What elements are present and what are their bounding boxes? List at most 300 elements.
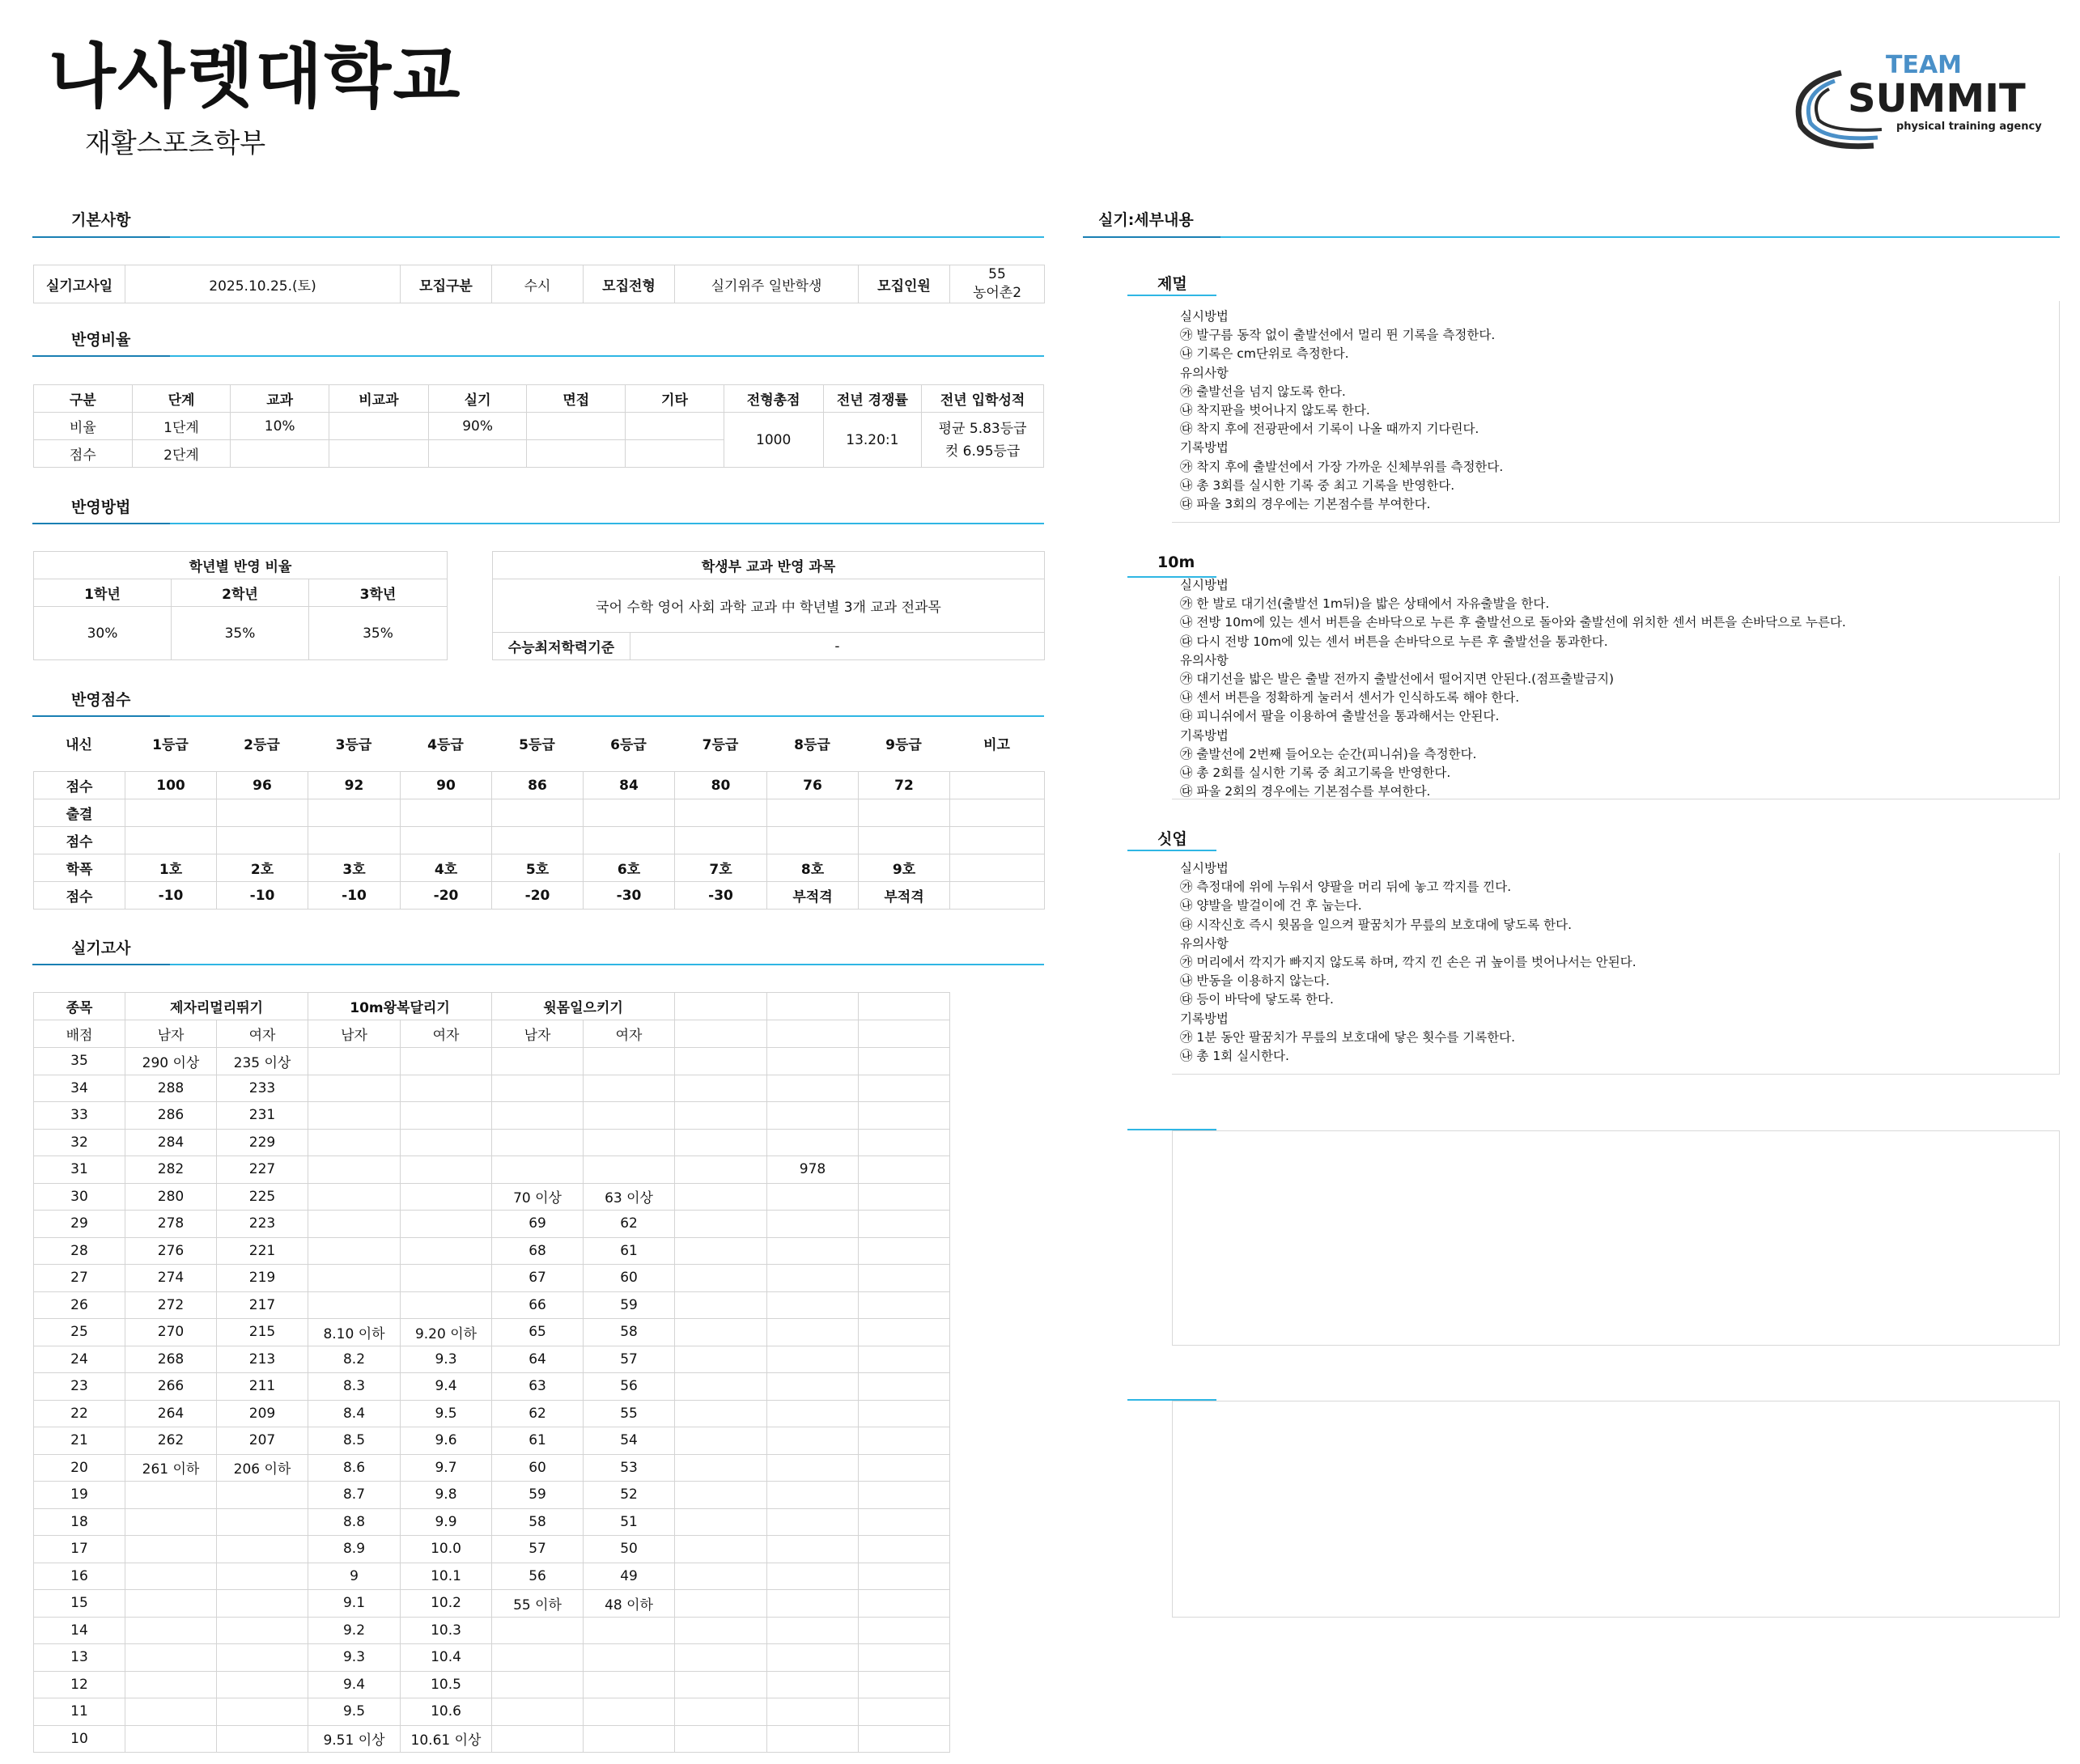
ratio-header-cell: 교과 — [231, 385, 329, 413]
practical-event-header — [675, 993, 767, 1020]
practical-score: 10 — [34, 1725, 125, 1753]
practical-cell — [401, 1211, 492, 1238]
practical-cell: 59 — [584, 1291, 675, 1319]
year-2-value: 35% — [172, 607, 309, 660]
event-text-situp — [1172, 859, 2060, 1066]
quota-total: 55 — [988, 266, 1006, 282]
event-text-jump — [1172, 307, 2060, 514]
practical-gender-header — [675, 1020, 767, 1048]
score-cell — [950, 827, 1045, 854]
practical-cell — [125, 1725, 217, 1753]
event-line-text: ㉰ 시작신호 즉시 윗몸을 일으켜 팔꿈치가 무릎의 보호대에 닿도록 한다. — [1180, 917, 1573, 932]
ratio-cell — [329, 440, 429, 468]
practical-cell: 70 이상 — [492, 1183, 584, 1211]
practical-cell — [584, 1698, 675, 1726]
practical-cell: 207 — [217, 1427, 308, 1455]
practical-score: 19 — [34, 1482, 125, 1509]
type-value: 실기위주 일반학생 — [675, 265, 859, 303]
event-line-text: ㉮ 발구름 동작 없이 출발선에서 멀리 뛴 기록을 측정한다. — [1180, 328, 1496, 343]
practical-cell: 60 — [492, 1454, 584, 1482]
practical-cell — [584, 1617, 675, 1644]
ratio-header-cell: 비교과 — [329, 385, 429, 413]
score-cell: 부적격 — [859, 882, 950, 910]
practical-cell: 223 — [217, 1211, 308, 1238]
section-line — [32, 715, 1044, 717]
practical-cell — [675, 1617, 767, 1644]
practical-score: 34 — [34, 1075, 125, 1102]
practical-cell: 215 — [217, 1319, 308, 1346]
practical-cell: 10.4 — [401, 1644, 492, 1672]
practical-cell: 225 — [217, 1183, 308, 1211]
score-cell: 76 — [767, 772, 859, 799]
practical-cell — [217, 1536, 308, 1563]
practical-row — [34, 1075, 1045, 1102]
practical-gender-header: 여자 — [217, 1020, 308, 1048]
practical-cell — [859, 1617, 950, 1644]
practical-row — [34, 1508, 1045, 1536]
practical-cell: 65 — [492, 1319, 584, 1346]
practical-score: 29 — [34, 1211, 125, 1238]
practical-cell — [401, 1156, 492, 1184]
ratio-cell — [231, 440, 329, 468]
practical-cell: 52 — [584, 1482, 675, 1509]
quota-rural: 농어촌2 — [972, 285, 1022, 301]
practical-cell — [859, 1698, 950, 1726]
practical-cell: 9.5 — [308, 1698, 401, 1726]
practical-cell — [308, 1291, 401, 1319]
practical-cell: 8.9 — [308, 1536, 401, 1563]
event-title-situp: 싯업 — [1157, 830, 1187, 848]
practical-cell — [492, 1698, 584, 1726]
score-cell: 100 — [125, 772, 217, 799]
score-cell: 86 — [492, 772, 584, 799]
section-line-accent — [32, 355, 170, 357]
event-line-text: 실시방법 — [1180, 309, 1229, 324]
section-line — [32, 236, 1044, 238]
practical-cell: 274 — [125, 1265, 217, 1292]
practical-gender-header: 여자 — [584, 1020, 675, 1048]
practical-score: 17 — [34, 1536, 125, 1563]
score-cell: -10 — [217, 882, 308, 910]
practical-score: 13 — [34, 1644, 125, 1672]
event-line-text: 유의사항 — [1180, 652, 1229, 668]
practical-cell — [492, 1671, 584, 1698]
ratio-table — [33, 384, 1044, 468]
score-cell: 4호 — [401, 854, 492, 882]
event-line-text: 기록방법 — [1180, 727, 1229, 743]
year-3-label: 3학년 — [309, 579, 448, 607]
practical-row — [34, 1671, 1045, 1698]
practical-cell — [859, 1102, 950, 1130]
practical-cell: 229 — [217, 1129, 308, 1156]
practical-cell: 262 — [125, 1427, 217, 1455]
score-cell — [675, 827, 767, 854]
ratio-cell — [428, 440, 527, 468]
practical-cell: 59 — [492, 1482, 584, 1509]
practical-cell — [125, 1590, 217, 1618]
score-cell — [950, 854, 1045, 882]
practical-cell — [401, 1183, 492, 1211]
practical-cell: 266 — [125, 1373, 217, 1401]
score-cell — [950, 772, 1045, 799]
event-line-text: 기록방법 — [1180, 1011, 1229, 1026]
practical-event-header — [859, 993, 950, 1020]
score-cell: 90 — [401, 772, 492, 799]
practical-cell — [217, 1590, 308, 1618]
ratio-grade-cut: 컷 6.95등급 — [944, 443, 1021, 460]
practical-cell — [767, 1563, 859, 1590]
practical-cell: 288 — [125, 1075, 217, 1102]
practical-cell — [492, 1075, 584, 1102]
event-line-text: ㉰ 피니쉬에서 팔을 이용하여 출발선을 통과해서는 안된다. — [1180, 709, 1500, 724]
practical-cell — [767, 1075, 859, 1102]
practical-cell: 51 — [584, 1508, 675, 1536]
logo-team-text: TEAM — [1886, 51, 1963, 79]
practical-cell — [308, 1237, 401, 1265]
practical-cell: 49 — [584, 1563, 675, 1590]
practical-cell: 63 이상 — [584, 1183, 675, 1211]
department-subtitle: 재활스포츠학부 — [85, 127, 266, 159]
score-cell: 2호 — [217, 854, 308, 882]
practical-cell: 8.3 — [308, 1373, 401, 1401]
practical-cell — [492, 1725, 584, 1753]
score-cell — [217, 799, 308, 827]
score-cell: -10 — [125, 882, 217, 910]
practical-cell: 278 — [125, 1211, 217, 1238]
practical-cell — [401, 1237, 492, 1265]
event-line-text: ㉮ 측정대에 위에 누워서 양팔을 머리 뒤에 놓고 깍지를 낀다. — [1180, 880, 1512, 895]
event-line-text: ㉰ 착지 후에 전광판에서 기록이 나올 때까지 기다린다. — [1180, 422, 1479, 437]
practical-cell — [767, 1482, 859, 1509]
practical-cell — [859, 1400, 950, 1427]
ratio-header-cell: 구분 — [34, 385, 133, 413]
practical-cell — [767, 1048, 859, 1075]
practical-cell: 9.2 — [308, 1617, 401, 1644]
practical-cell — [584, 1644, 675, 1672]
practical-row — [34, 1129, 1045, 1156]
event-line-text: ㉮ 1분 동안 팔꿈치가 무릎의 보호대에 닿은 횟수를 기록한다. — [1180, 1029, 1516, 1045]
practical-cell: 272 — [125, 1291, 217, 1319]
practical-cell: 235 이상 — [217, 1048, 308, 1075]
practical-score: 20 — [34, 1454, 125, 1482]
practical-row — [34, 1319, 1045, 1346]
section-line-accent — [32, 715, 170, 717]
practical-score: 31 — [34, 1156, 125, 1184]
practical-cell — [767, 1427, 859, 1455]
practical-cell — [767, 1454, 859, 1482]
practical-cell — [767, 1291, 859, 1319]
practical-gender-row — [34, 1020, 1045, 1048]
score-cell — [308, 799, 401, 827]
practical-row — [34, 1644, 1045, 1672]
practical-cell — [675, 1725, 767, 1753]
practical-cell — [125, 1536, 217, 1563]
practical-cell — [125, 1508, 217, 1536]
practical-cell — [308, 1211, 401, 1238]
section-title-ratio: 반영비율 — [71, 331, 131, 349]
score-cell: -20 — [401, 882, 492, 910]
practical-table — [33, 992, 1045, 1753]
practical-cell — [401, 1075, 492, 1102]
event-line-text: 유의사항 — [1180, 935, 1229, 951]
ratio-cell: 1단계 — [132, 413, 231, 440]
practical-cell — [859, 1048, 950, 1075]
score-table — [33, 771, 1045, 910]
practical-event-header: 윗몸일으키기 — [492, 993, 675, 1020]
practical-cell — [401, 1129, 492, 1156]
practical-cell — [675, 1644, 767, 1672]
practical-cell — [859, 1291, 950, 1319]
ratio-cell: 10% — [231, 413, 329, 440]
ratio-header-cell: 실기 — [428, 385, 527, 413]
practical-cell — [308, 1156, 401, 1184]
practical-cell — [217, 1644, 308, 1672]
practical-cell — [767, 1265, 859, 1292]
practical-cell — [767, 1102, 859, 1130]
practical-cell — [401, 1291, 492, 1319]
ratio-header-cell: 전년 경쟁률 — [823, 385, 922, 413]
practical-cell — [767, 1237, 859, 1265]
practical-cell — [492, 1644, 584, 1672]
exam-date-label: 실기고사일 — [34, 265, 125, 303]
event-line-text: ㉯ 반동을 이용하지 않는다. — [1180, 973, 1330, 989]
score-row-label: 점수 — [34, 772, 125, 799]
practical-cell: 10.6 — [401, 1698, 492, 1726]
score-row-label: 학폭 — [34, 854, 125, 882]
practical-cell — [859, 1156, 950, 1184]
practical-cell — [859, 1075, 950, 1102]
score-cell: 6호 — [584, 854, 675, 882]
score-cell: 7호 — [675, 854, 767, 882]
ratio-cell: 90% — [428, 413, 527, 440]
quota-value — [950, 265, 1045, 303]
ratio-row-label: 비율 — [34, 413, 133, 440]
practical-cell — [767, 1508, 859, 1536]
year-1-label: 1학년 — [34, 579, 172, 607]
practical-cell — [767, 1211, 859, 1238]
ratio-header-cell: 전형총점 — [724, 385, 823, 413]
practical-cell — [492, 1617, 584, 1644]
ratio-header-cell: 면접 — [527, 385, 626, 413]
practical-cell — [859, 1427, 950, 1455]
score-cell — [125, 799, 217, 827]
ratio-cell — [329, 413, 429, 440]
practical-cell — [675, 1427, 767, 1455]
score-header-cell: 9등급 — [885, 736, 922, 753]
practical-cell — [308, 1102, 401, 1130]
practical-cell — [859, 1563, 950, 1590]
practical-cell — [675, 1346, 767, 1373]
section-title-score: 반영점수 — [71, 691, 131, 709]
practical-cell — [584, 1156, 675, 1184]
practical-cell — [125, 1482, 217, 1509]
practical-cell — [859, 1454, 950, 1482]
event-line-text: ㉮ 머리에서 깍지가 빠지지 않도록 하며, 깍지 낀 손은 귀 높이를 벗어나서는 안된다. — [1180, 955, 1636, 970]
event-line-text: ㉯ 총 2회를 실시한 기록 중 최고기록을 반영한다. — [1180, 765, 1451, 781]
practical-cell: 231 — [217, 1102, 308, 1130]
practical-cell — [675, 1671, 767, 1698]
event-line-text: ㉰ 다시 전방 10m에 있는 센서 버튼을 손바닥으로 누른 후 출발선을 통과한다. — [1180, 634, 1608, 649]
practical-cell — [217, 1725, 308, 1753]
practical-cell — [859, 1265, 950, 1292]
practical-cell: 64 — [492, 1346, 584, 1373]
section-line-accent — [1083, 236, 1220, 238]
practical-gender-header — [859, 1020, 950, 1048]
score-row — [34, 772, 1045, 799]
event-line-text: ㉯ 전방 10m에 있는 센서 버튼을 손바닥으로 누른 후 출발선으로 돌아와 출발선에 위치한 센서 버튼을 손바닥으로 누른다. — [1180, 615, 1846, 630]
practical-cell: 48 이하 — [584, 1590, 675, 1618]
practical-cell: 69 — [492, 1211, 584, 1238]
section-title-practical: 실기고사 — [71, 939, 131, 957]
score-cell: 84 — [584, 772, 675, 799]
practical-cell: 261 이하 — [125, 1454, 217, 1482]
event-line-text: ㉯ 센서 버튼을 정확하게 눌러서 센서가 인식하도록 해야 한다. — [1180, 690, 1520, 706]
practical-cell — [217, 1563, 308, 1590]
score-cell — [950, 799, 1045, 827]
score-header — [33, 727, 1044, 759]
practical-cell — [125, 1698, 217, 1726]
practical-cell — [675, 1129, 767, 1156]
basic-info-table — [33, 265, 1045, 303]
practical-cell: 68 — [492, 1237, 584, 1265]
score-cell: 96 — [217, 772, 308, 799]
event-line-text: ㉰ 파울 2회의 경우에는 기본점수를 부여한다. — [1180, 784, 1431, 799]
practical-cell — [859, 1590, 950, 1618]
score-header-cell: 7등급 — [702, 736, 739, 753]
practical-row — [34, 1698, 1045, 1726]
practical-cell — [675, 1319, 767, 1346]
practical-cell — [767, 1698, 859, 1726]
score-cell — [584, 799, 675, 827]
practical-row — [34, 1291, 1045, 1319]
event-line-text: ㉮ 출발선에 2번째 들어오는 순간(피니쉬)을 측정한다. — [1180, 746, 1477, 761]
practical-score: 28 — [34, 1237, 125, 1265]
practical-cell — [859, 1725, 950, 1753]
event-line-text: ㉰ 파울 3회의 경우에는 기본점수를 부여한다. — [1180, 497, 1431, 512]
practical-cell: 268 — [125, 1346, 217, 1373]
practical-cell — [675, 1265, 767, 1292]
practical-cell: 10.0 — [401, 1536, 492, 1563]
practical-header-row — [34, 993, 1045, 1020]
practical-cell: 10.3 — [401, 1617, 492, 1644]
event-line-text: ㉯ 총 1회 실시한다. — [1180, 1049, 1289, 1064]
practical-cell — [675, 1563, 767, 1590]
year-1-value: 30% — [34, 607, 172, 660]
practical-row — [34, 1237, 1045, 1265]
score-cell: 80 — [675, 772, 767, 799]
score-row-label: 점수 — [34, 827, 125, 854]
ratio-grade — [922, 413, 1044, 468]
practical-cell: 50 — [584, 1536, 675, 1563]
practical-cell: 60 — [584, 1265, 675, 1292]
team-summit-logo — [1785, 49, 2060, 154]
score-header-cell: 4등급 — [427, 736, 464, 753]
event-title-line — [1127, 850, 1216, 851]
practical-row — [34, 1048, 1045, 1075]
practical-cell: 54 — [584, 1427, 675, 1455]
practical-cell: 10.2 — [401, 1590, 492, 1618]
type-label: 모집전형 — [584, 265, 675, 303]
practical-cell — [308, 1075, 401, 1102]
section-title-details: 실기:세부내용 — [1098, 211, 1194, 229]
event-title-jump: 제멀 — [1157, 275, 1187, 293]
practical-row — [34, 1454, 1045, 1482]
ratio-cell — [626, 440, 724, 468]
ratio-header-cell: 전년 입학성적 — [922, 385, 1044, 413]
practical-gender-header: 남자 — [308, 1020, 401, 1048]
practical-event-header: 10m왕복달리기 — [308, 993, 492, 1020]
score-header-cell: 6등급 — [610, 736, 647, 753]
practical-cell — [308, 1048, 401, 1075]
practical-cell — [217, 1671, 308, 1698]
practical-cell: 9.6 — [401, 1427, 492, 1455]
practical-cell — [308, 1265, 401, 1292]
practical-cell — [675, 1536, 767, 1563]
section-line — [32, 523, 1044, 524]
practical-cell — [125, 1617, 217, 1644]
practical-cell: 9.9 — [401, 1508, 492, 1536]
section-line — [32, 355, 1044, 357]
practical-cell — [767, 1725, 859, 1753]
section-line-accent — [32, 523, 170, 524]
practical-cell — [767, 1617, 859, 1644]
practical-score: 24 — [34, 1346, 125, 1373]
practical-cell: 57 — [492, 1536, 584, 1563]
score-cell: 72 — [859, 772, 950, 799]
practical-cell — [217, 1617, 308, 1644]
practical-cell: 67 — [492, 1265, 584, 1292]
section-title-basic: 기본사항 — [71, 211, 131, 229]
practical-cell: 8.2 — [308, 1346, 401, 1373]
practical-cell: 270 — [125, 1319, 217, 1346]
score-header-cell: 2등급 — [244, 736, 280, 753]
score-cell: 1호 — [125, 854, 217, 882]
practical-cell — [675, 1454, 767, 1482]
ratio-header-cell: 단계 — [132, 385, 231, 413]
event-line-text: 실시방법 — [1180, 861, 1229, 876]
section-line-accent — [32, 236, 170, 238]
ratio-header-cell: 기타 — [626, 385, 724, 413]
event-line-text: ㉯ 양발을 발걸이에 건 후 눕는다. — [1180, 898, 1362, 914]
practical-score: 30 — [34, 1183, 125, 1211]
practical-cell — [859, 1536, 950, 1563]
practical-cell — [584, 1671, 675, 1698]
practical-cell: 9.51 이상 — [308, 1725, 401, 1753]
score-cell — [767, 799, 859, 827]
practical-cell — [584, 1075, 675, 1102]
practical-cell: 286 — [125, 1102, 217, 1130]
practical-cell — [584, 1102, 675, 1130]
year-ratio-title: 학년별 반영 비율 — [34, 552, 448, 579]
quota-label: 모집인원 — [859, 265, 950, 303]
practical-cell: 8.7 — [308, 1482, 401, 1509]
practical-cell: 56 — [584, 1373, 675, 1401]
practical-cell: 282 — [125, 1156, 217, 1184]
practical-cell: 10.1 — [401, 1563, 492, 1590]
practical-cell — [767, 1346, 859, 1373]
practical-cell — [767, 1319, 859, 1346]
event-line-text: ㉯ 총 3회를 실시한 기록 중 최고 기록을 반영한다. — [1180, 477, 1455, 493]
practical-cell: 233 — [217, 1075, 308, 1102]
score-row — [34, 854, 1045, 882]
practical-cell: 290 이상 — [125, 1048, 217, 1075]
event-line-text: ㉮ 착지 후에 출발선에서 가장 가까운 신체부위를 측정한다. — [1180, 459, 1504, 474]
practical-cell — [675, 1156, 767, 1184]
practical-row — [34, 1427, 1045, 1455]
ratio-grade-average: 평균 5.83등급 — [938, 420, 1027, 437]
csat-value: - — [630, 633, 1045, 660]
practical-cell: 209 — [217, 1400, 308, 1427]
